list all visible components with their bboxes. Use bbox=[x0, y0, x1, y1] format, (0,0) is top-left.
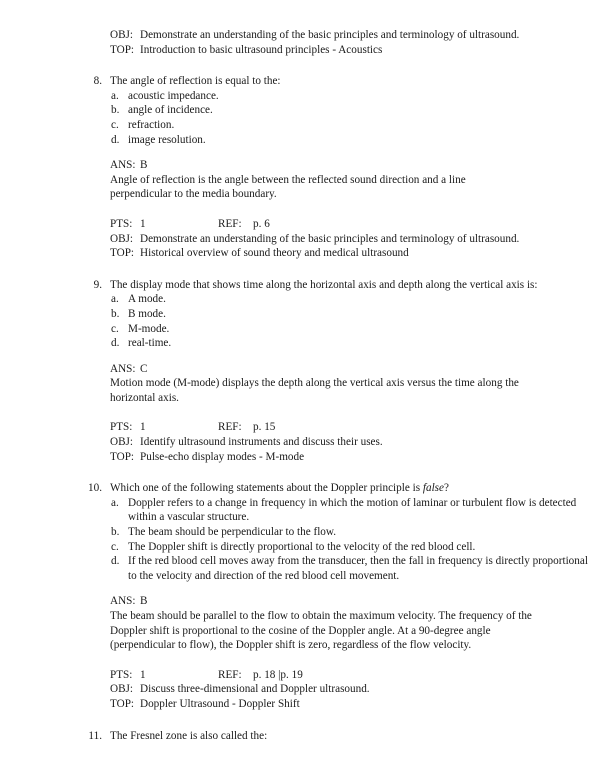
choice-item[interactable] bbox=[0, 118, 600, 133]
explanation-text: Angle of reflection is the angle between the reflected sound direction and a line perpendicular to the media boundary. bbox=[110, 173, 466, 201]
question-9-pts-line bbox=[0, 420, 600, 435]
choice-item[interactable] bbox=[0, 336, 600, 351]
choice-letter: c. bbox=[111, 322, 119, 335]
top-tag: TOP: bbox=[110, 43, 135, 56]
ans-tag: ANS: bbox=[110, 595, 136, 608]
top-tag: TOP: bbox=[110, 697, 135, 710]
choice-item[interactable] bbox=[0, 89, 600, 104]
ans-value: B bbox=[140, 159, 148, 172]
explanation-text: The beam should be parallel to the flow to obtain the maximum velocity. The frequency of the Doppler shift is proportional to the cosine of the Doppler angle. At a 90-degree angle (perpendicular to flow), the Doppler shift is zero, regardless of the flow velocity. bbox=[110, 610, 532, 652]
question-10-explanation bbox=[0, 609, 600, 653]
obj-tag: OBJ: bbox=[110, 683, 134, 696]
obj-value: Demonstrate an understanding of the basic principles and terminology of ultrasound. bbox=[140, 232, 520, 245]
ans-tag: ANS: bbox=[110, 159, 136, 172]
question-10-head bbox=[0, 481, 600, 496]
spacer bbox=[0, 147, 600, 158]
choice-item[interactable] bbox=[0, 525, 600, 540]
question-8-choices bbox=[0, 89, 600, 147]
pts-tag: PTS: bbox=[110, 421, 133, 434]
question-9-choices bbox=[0, 292, 600, 350]
choice-letter: a. bbox=[111, 496, 119, 509]
stem-part-after: ? bbox=[444, 482, 449, 495]
top-value: Historical overview of sound theory and medical ultrasound bbox=[140, 247, 409, 260]
choice-text: If the red blood cell moves away from the transducer, then the fall in frequency is directly proportional to the velocity and direction of the red blood cell movement. bbox=[128, 555, 588, 582]
choice-item[interactable] bbox=[0, 540, 600, 555]
pts-value: 1 bbox=[140, 217, 146, 230]
question-11-stem: The Fresnel zone is also called the: bbox=[110, 729, 268, 742]
spacer bbox=[0, 351, 600, 362]
choice-text: image resolution. bbox=[128, 133, 206, 146]
question-8-stem: The angle of reflection is equal to the: bbox=[110, 75, 281, 88]
choice-letter: c. bbox=[111, 118, 119, 131]
question-8-answer bbox=[0, 158, 600, 173]
ref-tag: REF: bbox=[218, 421, 242, 434]
question-9-top-line bbox=[0, 450, 600, 465]
choice-text: refraction. bbox=[128, 118, 175, 131]
top-value: Introduction to basic ultrasound principles - Acoustics bbox=[140, 43, 383, 56]
question-9-number: 9. bbox=[93, 278, 102, 291]
question-11-number: 11. bbox=[88, 729, 102, 742]
obj-line bbox=[0, 28, 600, 43]
spacer bbox=[0, 464, 600, 481]
choice-text: angle of incidence. bbox=[128, 104, 213, 117]
choice-text: The Doppler shift is directly proportional to the velocity of the red blood cell. bbox=[128, 540, 476, 553]
choice-item[interactable] bbox=[0, 496, 600, 525]
choice-text: B mode. bbox=[128, 307, 166, 320]
choice-letter: d. bbox=[111, 555, 120, 568]
pts-tag: PTS: bbox=[110, 668, 133, 681]
spacer bbox=[0, 712, 600, 729]
question-10-top-line bbox=[0, 697, 600, 712]
choice-letter: a. bbox=[111, 293, 119, 306]
stem-emphasis-false: false bbox=[422, 482, 445, 495]
carryover-meta-block bbox=[0, 28, 600, 57]
stem-part-before: Which one of the following statements about the Doppler principle is bbox=[110, 482, 423, 495]
choice-letter: d. bbox=[111, 133, 120, 146]
choice-letter: b. bbox=[111, 526, 120, 539]
question-10-obj-line bbox=[0, 682, 600, 697]
question-8-pts-line bbox=[0, 217, 600, 232]
obj-tag: OBJ: bbox=[110, 29, 134, 41]
question-11-head bbox=[0, 729, 600, 744]
spacer bbox=[0, 202, 600, 217]
obj-value: Identify ultrasound instruments and discuss their uses. bbox=[140, 436, 383, 449]
question-8-top-line bbox=[0, 246, 600, 261]
top-value: Pulse-echo display modes - M-mode bbox=[140, 450, 305, 463]
question-9-stem: The display mode that shows time along the horizontal axis and depth along the vertical axis is: bbox=[110, 278, 538, 291]
question-8-head bbox=[0, 74, 600, 89]
ans-value: B bbox=[140, 595, 148, 608]
top-tag: TOP: bbox=[110, 450, 135, 463]
spacer bbox=[0, 57, 600, 74]
ref-value: p. 15 bbox=[253, 421, 276, 434]
question-8-obj-line bbox=[0, 232, 600, 247]
question-8 bbox=[0, 74, 600, 261]
question-9-head bbox=[0, 278, 600, 293]
choice-text: Doppler refers to a change in frequency in which the motion of laminar or turbulent flow is detected within a vascular structure. bbox=[128, 496, 577, 524]
spacer bbox=[0, 261, 600, 278]
top-value: Doppler Ultrasound - Doppler Shift bbox=[140, 697, 300, 710]
explanation-text: Motion mode (M-mode) displays the depth along the vertical axis versus the time along the horizontal axis. bbox=[110, 377, 519, 404]
pts-tag: PTS: bbox=[110, 217, 133, 230]
obj-value: Discuss three-dimensional and Doppler ultrasound. bbox=[140, 683, 370, 696]
choice-text: acoustic impedance. bbox=[128, 89, 219, 102]
choice-item[interactable] bbox=[0, 307, 600, 322]
question-8-explanation bbox=[0, 173, 600, 202]
choice-item[interactable] bbox=[0, 133, 600, 148]
pts-value: 1 bbox=[140, 668, 146, 681]
spacer bbox=[0, 405, 600, 420]
question-10-answer bbox=[0, 594, 600, 609]
question-10-pts-line bbox=[0, 668, 600, 683]
choice-text: The beam should be perpendicular to the flow. bbox=[128, 526, 337, 539]
spacer bbox=[0, 583, 600, 594]
ref-value: p. 6 bbox=[253, 217, 270, 230]
obj-value: Demonstrate an understanding of the basic principles and terminology of ultrasound. bbox=[140, 29, 520, 41]
question-11 bbox=[0, 729, 600, 744]
choice-letter: c. bbox=[111, 540, 119, 553]
choice-text: M-mode. bbox=[128, 322, 170, 335]
ans-tag: ANS: bbox=[110, 362, 136, 375]
question-10-stem bbox=[110, 481, 592, 496]
pts-value: 1 bbox=[140, 421, 146, 434]
question-10 bbox=[0, 481, 600, 711]
choice-item[interactable] bbox=[0, 103, 600, 118]
choice-letter: b. bbox=[111, 104, 120, 117]
choice-letter: a. bbox=[111, 89, 119, 102]
question-9-explanation bbox=[0, 376, 600, 405]
question-10-choices bbox=[0, 496, 600, 584]
top-line bbox=[0, 43, 600, 58]
question-8-number: 8. bbox=[93, 75, 102, 88]
question-9-answer bbox=[0, 362, 600, 377]
choice-item[interactable] bbox=[0, 322, 600, 337]
question-9-obj-line bbox=[0, 435, 600, 450]
choice-text: A mode. bbox=[128, 293, 166, 306]
ref-value: p. 18 |p. 19 bbox=[253, 668, 303, 681]
obj-tag: OBJ: bbox=[110, 436, 134, 449]
ref-tag: REF: bbox=[218, 217, 242, 230]
choice-letter: d. bbox=[111, 337, 120, 350]
obj-tag: OBJ: bbox=[110, 232, 134, 245]
choice-item[interactable] bbox=[0, 554, 600, 583]
choice-text: real-time. bbox=[128, 337, 172, 350]
spacer bbox=[0, 653, 600, 668]
question-9 bbox=[0, 278, 600, 465]
top-tag: TOP: bbox=[110, 247, 135, 260]
question-10-number: 10. bbox=[88, 482, 102, 495]
choice-letter: b. bbox=[111, 307, 120, 320]
ans-value: C bbox=[140, 362, 148, 375]
ref-tag: REF: bbox=[218, 668, 242, 681]
choice-item[interactable] bbox=[0, 292, 600, 307]
